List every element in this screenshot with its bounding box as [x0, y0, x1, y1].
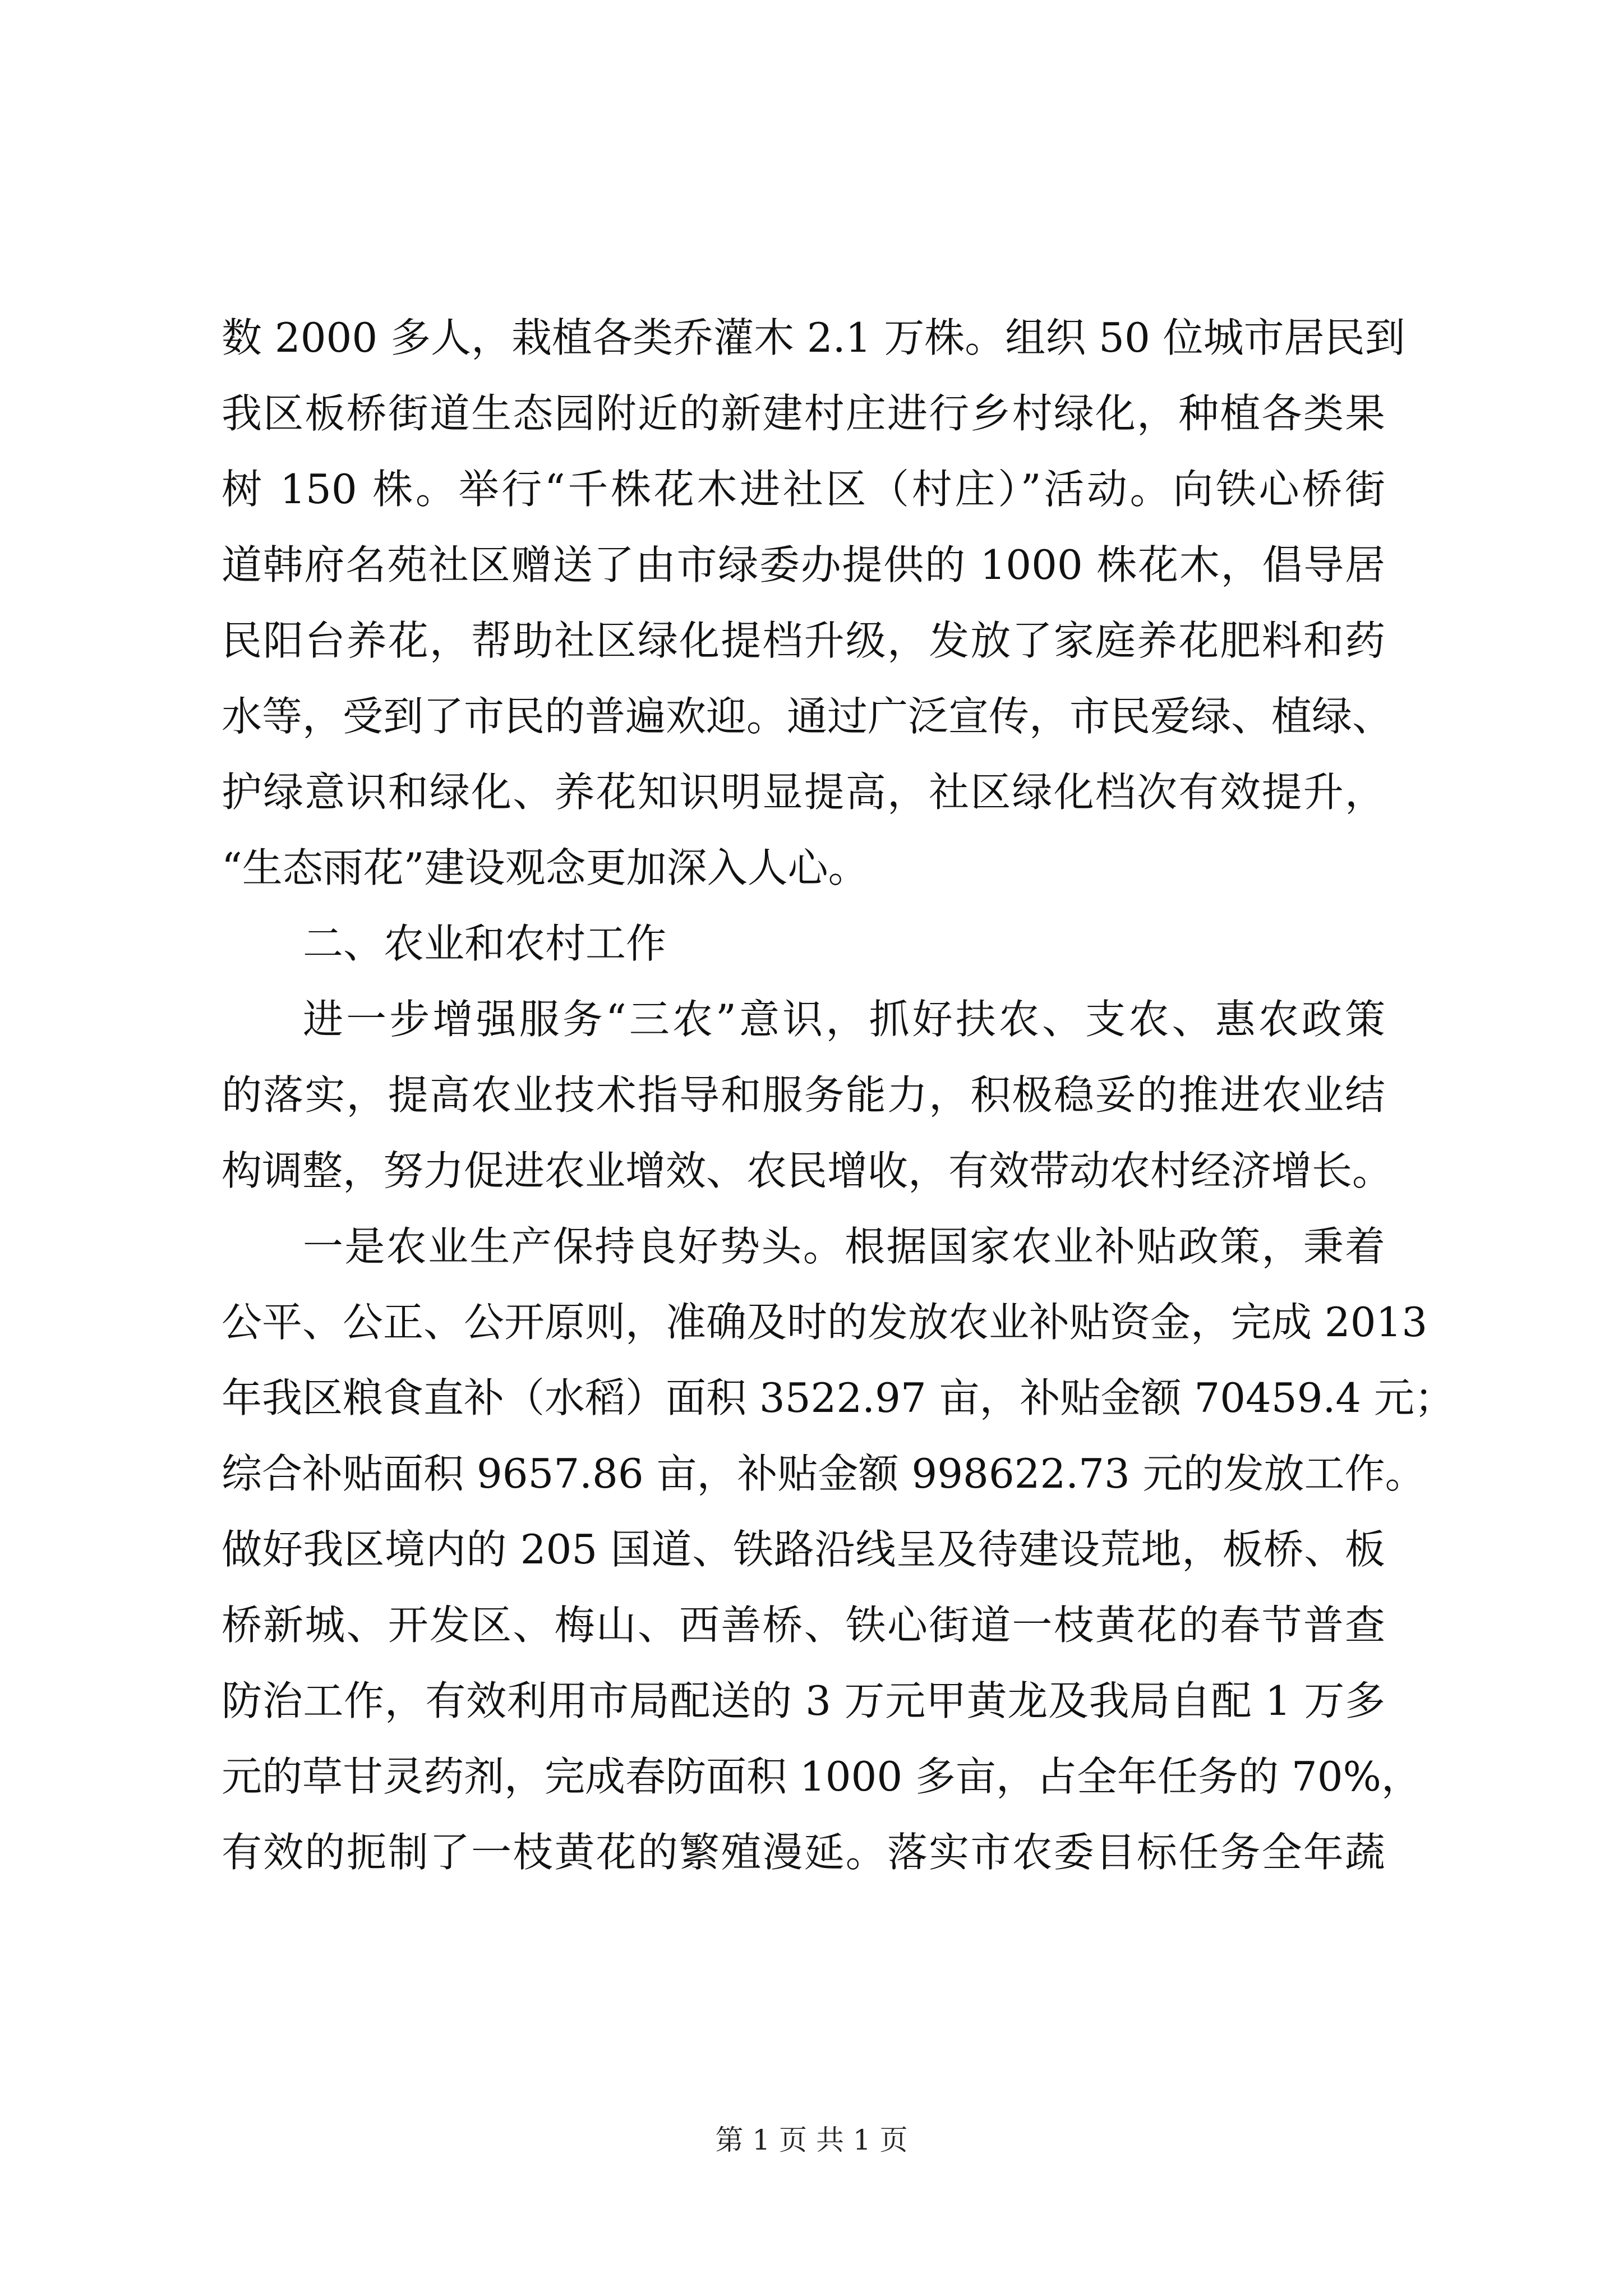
body-text-line: 进一步增强服务“三农”意识，抓好扶农、支农、惠农政策 — [303, 996, 1385, 1043]
body-text-line: 树 150 株。举行“千株花木进社区（村庄）”活动。向铁心桥街 — [222, 466, 1385, 513]
body-text-line: 构调整，努力促进农业增效、农民增收，有效带动农村经济增长。 — [222, 1147, 1393, 1194]
body-text-line: 综合补贴面积 9657.86 亩，补贴金额 998622.73 元的发放工作。 — [222, 1450, 1426, 1497]
page-footer: 第 1 页 共 1 页 — [715, 2124, 908, 2156]
body-text-line: 桥新城、开发区、梅山、西善桥、铁心街道一枝黄花的春节普查 — [222, 1602, 1385, 1649]
body-text-line: 道韩府名苑社区赠送了由市绿委办提供的 1000 株花木，倡导居 — [222, 541, 1385, 588]
body-text-line: 有效的扼制了一枝黄花的繁殖漫延。落实市农委目标任务全年蔬 — [222, 1829, 1385, 1876]
body-text-line: 元的草甘灵药剂，完成春防面积 1000 多亩，占全年任务的 70%， — [222, 1753, 1422, 1800]
body-text-line: 防治工作，有效利用市局配送的 3 万元甲黄龙及我局自配 1 万多 — [222, 1677, 1385, 1724]
body-text-line: 公平、公正、公开原则，准确及时的发放农业补贴资金，完成 2013 — [222, 1299, 1428, 1346]
body-text-line: 护绿意识和绿化、养花知识明显提高，社区绿化档次有效提升， — [222, 769, 1385, 816]
body-text-line: 年我区粮食直补（水稻）面积 3522.97 亩，补贴金额 70459.4 元； — [222, 1374, 1455, 1421]
section-heading: 二、农业和农村工作 — [303, 920, 667, 967]
body-text-line: 民阳台养花，帮助社区绿化提档升级，发放了家庭养花肥料和药 — [222, 617, 1385, 664]
body-text-line: 做好我区境内的 205 国道、铁路沿线呈及待建设荒地，板桥、板 — [222, 1526, 1385, 1573]
body-text-line: 数 2000 多人，栽植各类乔灌木 2.1 万株。组织 50 位城市居民到 — [222, 314, 1405, 361]
body-text-line: 的落实，提高农业技术指导和服务能力，积极稳妥的推进农业结 — [222, 1071, 1385, 1119]
body-text-line: “生态雨花”建设观念更加深入人心。 — [222, 844, 869, 891]
body-text-line: 水等，受到了市民的普遍欢迎。通过广泛宣传，市民爱绿、植绿、 — [222, 693, 1393, 740]
body-text-line: 我区板桥街道生态园附近的新建村庄进行乡村绿化，种植各类果 — [222, 390, 1385, 437]
body-text-line: 一是农业生产保持良好势头。根据国家农业补贴政策，秉着 — [303, 1223, 1385, 1270]
